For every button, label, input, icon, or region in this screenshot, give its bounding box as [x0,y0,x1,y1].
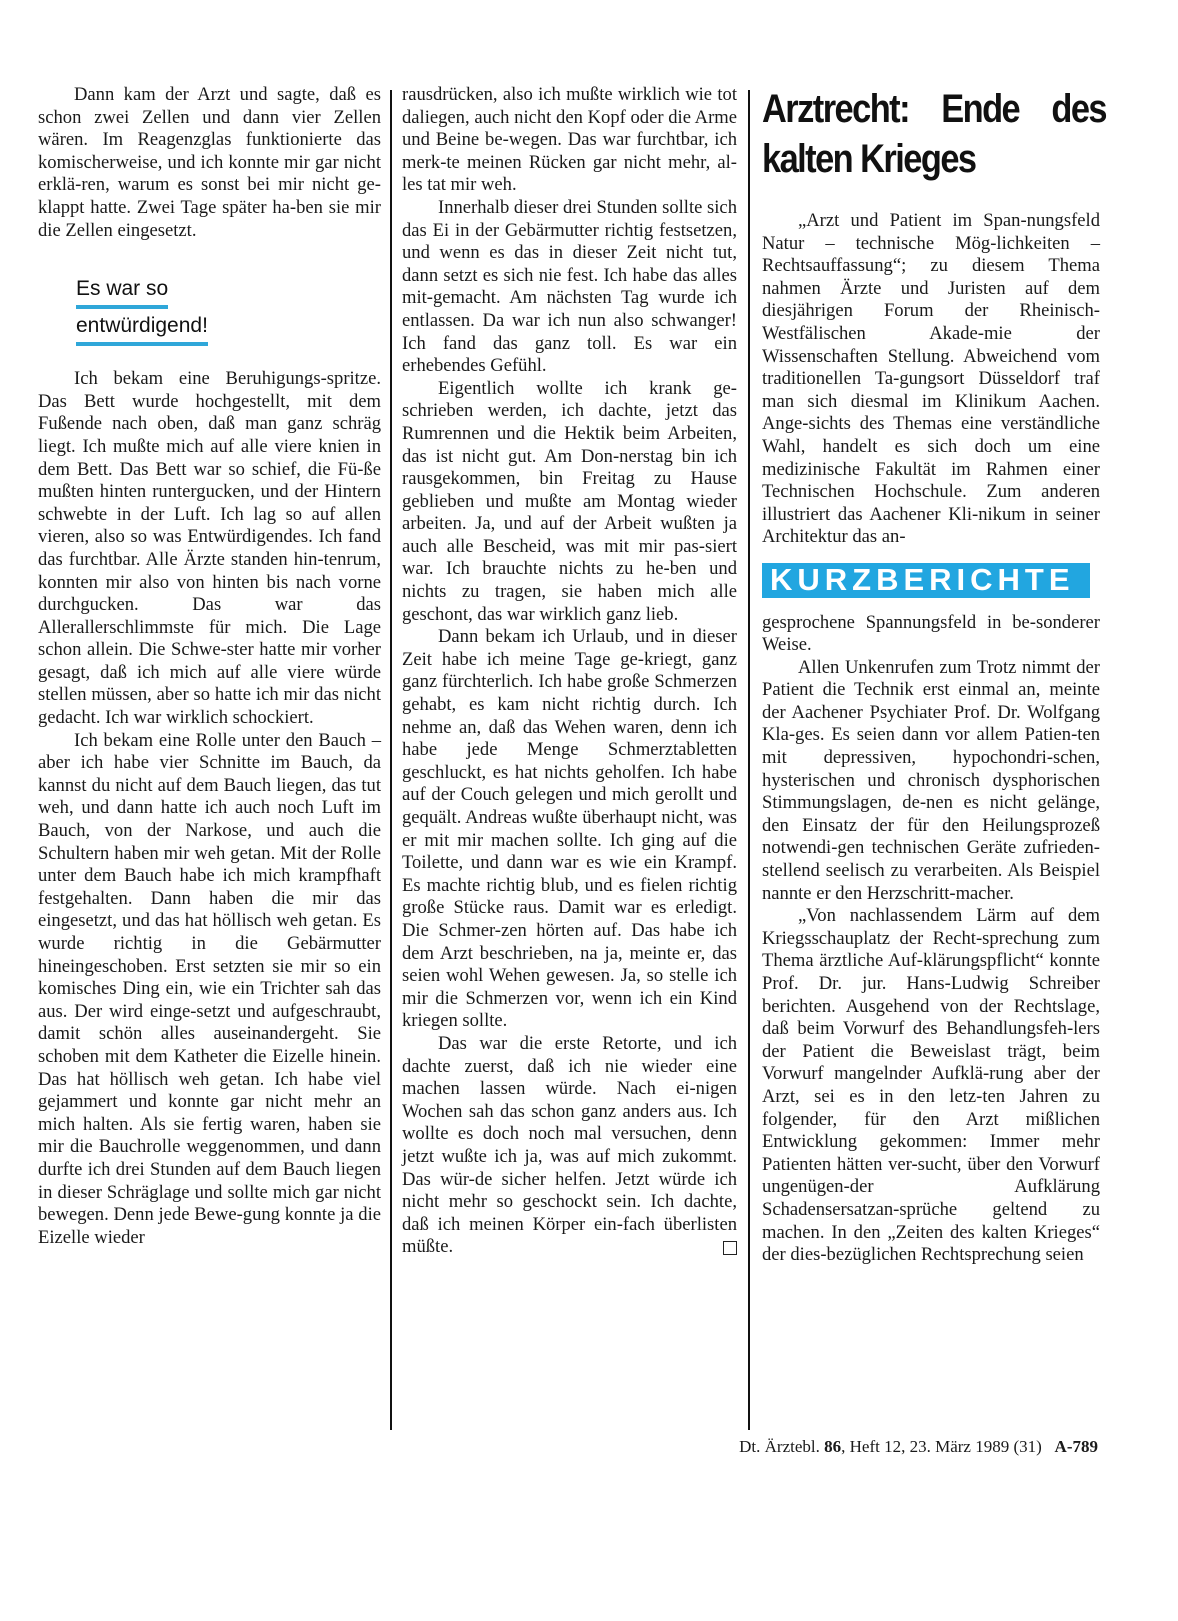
subheading-line-1: Es war so [76,272,168,309]
paragraph: Ich bekam eine Beruhigungs-spritze. Das Bett wurde hochgestellt, mit dem Fußende nach oben, daß man ganz schräg liegt. Ich mußte mich auf alle viere knien in dem Bett. Das Bett war so schief, die Fü-ße mußten hinten runtergucken, und der Hintern schwebte in der Luft. Ich lag so auf allen vieren, also so was Entwürdigendes. Ich fand das furchtbar. Alle Ärzte standen hin-tenrum, konnten mir also von hinten bis nach vorne durchgucken. Das war das Allerallerschlimmste für mich. Die Lage schon allein. Die Schwe-ster hatte mir vorher gesagt, daß ich mich auf alle viere würde stellen müssen, aber so hatte ich mir das nicht gedacht. Ich war wirklich schockiert. [38,368,381,729]
column-divider-right [748,90,750,1430]
end-of-article-icon [723,1241,737,1255]
article-headline: Arztrecht: Ende des kalten Krieges [762,87,1106,181]
issue-info: , Heft 12, 23. März 1989 (31) [841,1437,1042,1456]
paragraph: Eigentlich wollte ich krank ge-schrieben werden, ich dachte, jetzt das Rumrennen und die Hektik beim Arbeiten, das ist nicht gut. Am Don-nerstag bin ich rausgekommen, bin Freitag zu Hause geblieben und mußte am Montag wieder arbeiten. Ja, und auf der Arbeit wußten ja auch alle Bescheid, was mit mir pas-siert war. Ich brauchte nichts zu he-ben und nichts zu tragen, sie haben mich alle geschont, das war wirklich ganz lieb. [402,377,737,625]
paragraph: Dann bekam ich Urlaub, und in dieser Zeit habe ich meine Tage ge-kriegt, ganz ganz fürchterlich. Ich habe große Schmerzen gehabt, es kam nicht richtig durch. Ich nehme an, daß das Wehen waren, denn ich habe jede Menge Schmerztabletten geschluckt, es hat nichts geholfen. Ich habe auf der Couch gelegen und mich gerollt und gequält. Andreas wußte überhaupt nicht, was er mit mir machen sollte. Ich ging auf die Toilette, und dann war es wie ein Krampf. Es machte richtig blub, und es fielen richtig große Stücke raus. Damit war es erledigt. Die Schmer-zen hörten auf. Das habe ich dem Arzt beschrieben, na ja, meinte er, das seien wohl Wehen gewesen. Ja, so stelle ich mir die Schmerzen vor, wenn ich ein Kind kriegen sollte. [402,626,737,1032]
page-number: A-789 [1054,1437,1098,1456]
paragraph-text: Das war die erste Retorte, und ich dachte zuerst, daß ich nie wieder eine machen lassen würde. Nach ei-nigen Wochen sah das schon ganz anders aus. Ich wollte es doch noch mal versuchen, denn jetzt wußte ich ja, was auf mich zukommt. Das wür-de sicher helfen. Jetzt würde ich nicht mehr so geschockt sein. Ich dachte, daß ich meinen Körper ein-fach überlisten müßte. [402,1032,737,1258]
paragraph: Allen Unkenrufen zum Trotz nimmt der Patient die Technik erst einmal an, meinte der Aachener Psychiater Prof. Dr. Wolfgang Kla-ges. Es seien dann vor allem Patien-ten mit depressiven, hypochondri-schen, hysterischen und chronisch dysphorischen Stimmungslagen, de-nen es nicht gelänge, den Einsatz der für den Heilungsprozeß notwendi-gen technischen Geräte zufrieden-stellend seelisch zu verarbeiten. Als Beispiel nannte er den Herzschritt-macher. [762,656,1100,904]
column-1 [38,84,381,1249]
journal-name: Dt. Ärztebl. [739,1437,820,1456]
page-footer [739,1437,1098,1457]
column-3 [762,84,1106,1267]
subheading-line-2: entwürdigend! [76,309,208,346]
paragraph [402,1033,737,1259]
paragraph: Dann kam der Arzt und sagte, daß es schon zwei Zellen und dann vier Zellen wären. Im Reagenzglas funktionierte das komischerweise, und ich konnte mir gar nicht erklä-ren, warum es sonst bei mir nicht ge-klappt hatte. Zwei Tage später ha-ben sie mir die Zellen eingesetzt. [38,84,381,241]
column-divider-left [390,90,392,1430]
paragraph: „Arzt und Patient im Span-nungsfeld Natur – technische Mög-lichkeiten – Rechtsauffassung“; zu diesem Thema nahmen Ärzte und Juristen auf dem diesjährigen Forum der Rheinisch-Westfälischen Akade-mie der Wissenschaften Stellung. Abweichend vom traditionellen Ta-gungsort Düsseldorf traf man sich diesmal im Klinikum Aachen. Ange-sichts des Themas eine verständliche Wahl, handelt es sich doch um eine medizinische Fakultät im Rahmen einer Technischen Hochschule. Zum anderen illustriert das Aachener Kli-nikum in seiner Architektur das an- [762,210,1100,548]
paragraph: Innerhalb dieser drei Stunden sollte sich das Ei in der Gebärmutter richtig festsetzen, und wenn es das in dieser Zeit nicht tut, dann setzt es sich nie fest. Ich habe das alles mit-gemacht. Am nächsten Tag wurde ich entlassen. Da war ich nun also schwanger! Ich fand das ganz toll. Es war ein erhebendes Gefühl. [402,196,737,377]
paragraph: rausdrücken, also ich mußte wirklich wie tot daliegen, auch nicht den Kopf oder die Arme und Beine be-wegen. Das war furchtbar, ich merk-te meinen Rücken gar nicht mehr, al-les tat mir weh. [402,84,737,196]
paragraph: Ich bekam eine Rolle unter den Bauch – aber ich habe vier Schnitte im Bauch, da kannst du nicht auf dem Bauch liegen, das tut weh, und dann hatte ich auch noch Luft im Bauch, von der Narkose, und auch die Schultern haben mir weh getan. Mit der Rolle unter dem Bauch habe ich mich krampfhaft festgehalten. Dann haben die mir das eingesetzt, und das hat höllisch weh getan. Es wurde richtig in die Gebärmutter hineingeschoben. Erst setzten sie mir so ein komisches Ding ein, wie ein Trichter sah das aus. Der wird einge-setzt und aufgeschraubt, damit schön alles auseinandergeht. Sie schoben mit dem Katheter die Eizelle hinein. Das hat höllisch weh getan. Ich habe viel gejammert und konnte gar nicht mehr an mich halten. Als sie fertig waren, haben sie mir die Bauchrolle weggenommen, und dann durfte ich drei Stunden auf dem Bauch liegen in dieser Schräglage und sollte mich gar nicht bewegen. Denn jede Bewe-gung konnte ja die Eizelle wieder [38,729,381,1248]
volume-number: 86 [824,1437,842,1456]
paragraph: „Von nachlassendem Lärm auf dem Kriegsschauplatz der Recht-sprechung zum Thema ärztliche Auf-klärungspflicht“ konnte Prof. Dr. jur. Hans-Ludwig Schreiber berichten. Ausgehend von der Rechtslage, daß beim Vorwurf des Behandlungsfeh-lers der Patient die Beweislast trägt, beim Vorwurf mangelnder Aufklä-rung aber der Arzt, sei es in den letz-ten Jahren zu folgender, für den Arzt mißlichen Entwicklung gekommen: Immer mehr Patienten hätten ver-sucht, über den Vorwurf ungenügen-der Aufklärung Schadensersatzan-sprüche geltend zu machen. In den „Zeiten des kalten Krieges“ der dies-bezüglichen Rechtsprechung seien [762,905,1100,1266]
column-2 [402,84,737,1259]
section-subheading [76,272,381,346]
section-banner: KURZBERICHTE [762,563,1090,598]
paragraph: gesprochene Spannungsfeld in be-sonderer Weise. [762,611,1100,656]
